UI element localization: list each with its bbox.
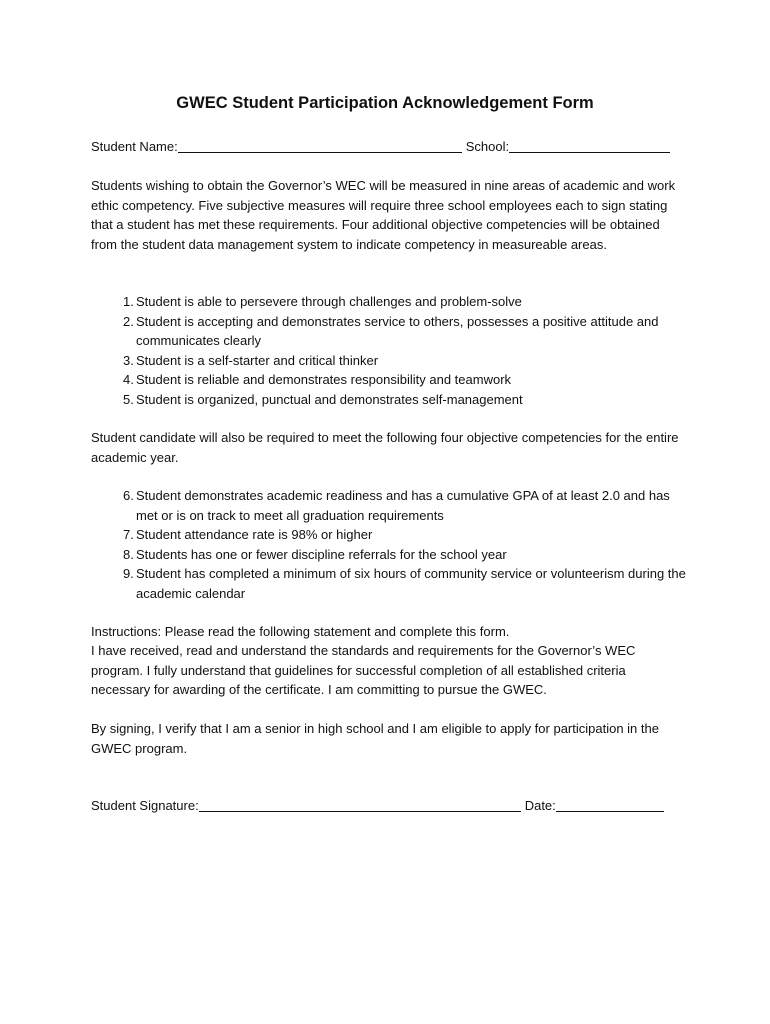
list-item [91,390,687,410]
list-item-number: 7. [123,527,134,542]
list-item-text: Student is accepting and demonstrates service to others, possesses a positive attitude and communicates clearly [136,313,659,348]
list-item-text: Student demonstrates academic readiness and has a cumulative GPA of at least 2.0 and has met or is on track to meet all graduation requirements [136,488,670,523]
list-item-number: 4. [123,372,134,387]
list-item [91,564,687,603]
objective-intro-paragraph: Student candidate will also be required to meet the following four objective competencies for the entire academic year. [91,430,679,465]
name-school-row [91,138,679,156]
form-title: GWEC Student Participation Acknowledgement Form [176,94,594,112]
date-label: Date: [524,798,556,813]
date-field[interactable] [556,797,664,812]
list-item [91,525,687,545]
signature-field[interactable] [199,797,521,812]
list-item [91,292,687,312]
signature-date-row [91,797,679,815]
list-item-number: 6. [123,488,134,503]
list-item-text: Student is a self-starter and critical thinker [136,352,379,368]
signature-label: Student Signature: [91,798,199,813]
list-item-number: 3. [123,352,134,368]
list-item [91,312,687,351]
list-item-number: 5. [123,391,134,407]
list-item-text: Students has one or fewer discipline referrals for the school year [136,546,507,562]
intro-paragraph: Students wishing to obtain the Governor’s WEC will be measured in nine areas of academic and work ethic competency. Five subjective measures will require three school employees each to sign stating that a student has met these requirements. Four additional objective competencies will be obtained from the student data management system to indicate competency in measureable areas. [91,178,676,252]
list-item-text: Student is reliable and demonstrates responsibility and teamwork [136,372,512,387]
list-item-text: Student is able to persevere through challenges and problem-solve [136,294,522,309]
list-item [91,486,687,525]
list-item-text: Student has completed a minimum of six hours of community service or volunteerism during the academic calendar [136,566,686,601]
verify-paragraph: By signing, I verify that I am a senior in high school and I am eligible to apply for participation in the GWEC program. [91,721,659,756]
school-label: School: [465,139,510,154]
instructions-text: Instructions: Please read the following statement and complete this form. [91,624,510,639]
list-item-number: 1. [123,294,134,309]
list-item-text: Student attendance rate is 98% or higher [136,527,373,542]
school-field[interactable] [509,138,670,153]
list-item [91,351,687,371]
list-item-number: 8. [123,546,134,562]
statement-paragraph: I have received, read and understand the standards and requirements for the Governor’s WEC program. I fully understand that guidelines for successful completion of all established criteria necessary for awarding of the certificate. I am committing to pursue the GWEC. [91,643,636,697]
student-name-field[interactable] [178,138,462,153]
list-item-text: Student is organized, punctual and demonstrates self-management [136,391,523,407]
list-item [91,545,687,565]
list-item-number: 9. [123,566,134,581]
list-item [91,370,687,390]
objective-competency-list [91,486,687,603]
subjective-competency-list [91,292,687,409]
student-name-label: Student Name: [91,139,178,154]
list-item-number: 2. [123,313,134,329]
